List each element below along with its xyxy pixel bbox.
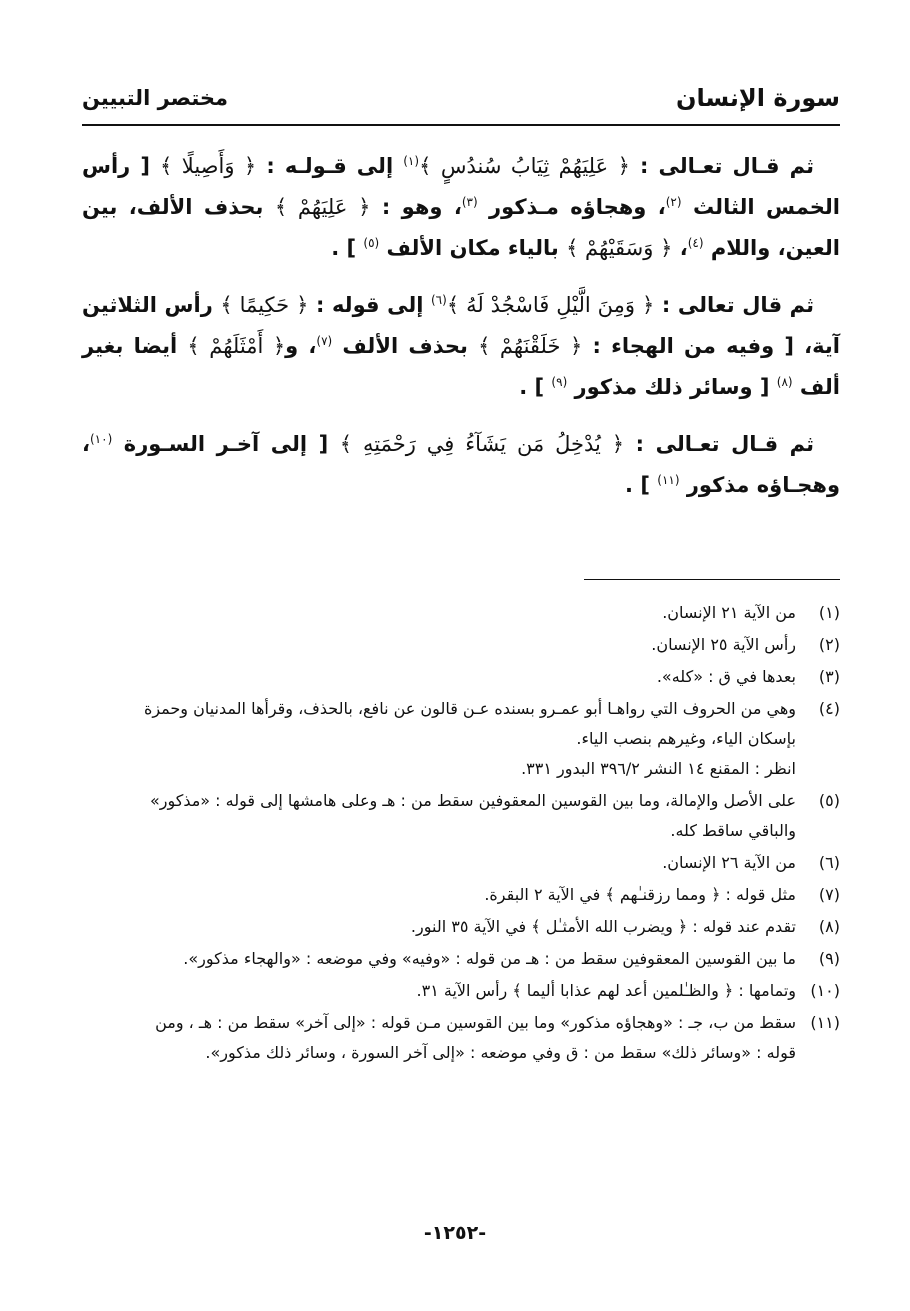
footnote-number: (٤): [818, 699, 840, 718]
footnote-ref: (٦): [430, 293, 447, 307]
footnote-number: (١١): [810, 1013, 840, 1032]
text: ، وهجاؤه مـذكور: [477, 195, 666, 219]
footnote-number: (١): [818, 603, 840, 622]
quran-quote: ﴿ وَأَصِيلًا ﴾: [160, 154, 257, 178]
footnote-text: [82, 976, 796, 1006]
text: ثم قـال تعـالى :: [624, 432, 815, 456]
paragraph-1: [82, 146, 840, 269]
footnote-text: [82, 848, 796, 878]
footnote-line: ما بين القوسين المعقوفين سقط من : هـ من قوله : «وفيه» وفي موضعه : «والهجاء مذكور».: [183, 949, 796, 968]
footnote-ref: (٩): [551, 375, 568, 389]
footnote-line: انظر : المقنع ١٤ النشر ٣٩٦/٢ البدور ٣٣١.: [521, 759, 796, 778]
footnote-ref: (١١): [657, 473, 680, 487]
footnote-ref: (٨): [776, 375, 793, 389]
footnote-line: وتمامها : ﴿ والظـٰلمين أعد لهم عذابا أليما ﴾ رأس الآية ٣١.: [416, 981, 796, 1000]
quran-quote: ﴿ وَمِنَ الَّيْلِ فَاسْجُدْ لَهُ ﴾: [446, 293, 655, 317]
running-header: [82, 78, 840, 118]
footnote-number: (٧): [818, 885, 840, 904]
text: ثم قال تعالى :: [654, 293, 815, 317]
footnote-line: وهي من الحروف التي رواهـا أبو عمـرو بسنده عـن قالون عن نافع، بالحذف، وقرأها المدنيان وحمزة: [143, 699, 796, 718]
footnote-ref: (١): [403, 154, 420, 168]
paragraph-3: [82, 424, 840, 506]
quran-quote: ﴿ خَلَقْنَهُمْ ﴾: [478, 334, 583, 358]
header-rule: [82, 124, 840, 126]
text: بحذف الألف، بين العين، واللام: [82, 195, 840, 260]
text: أيضا بغير ألف: [82, 334, 840, 399]
text: [ إلى آخـر السـورة: [112, 432, 340, 456]
footnote-line: سقط من ب، جـ : «وهجاؤه مذكور» وما بين القوسين مـن قوله : «إلى آخر» سقط من : هـ ، ومن: [155, 1013, 796, 1032]
footnote-text: [82, 912, 796, 942]
footnote: [82, 630, 840, 660]
footnote-text: [82, 944, 796, 974]
footnote-line: من الآية ٢٦ الإنسان.: [662, 853, 796, 872]
footnote-ref: (٢): [665, 195, 682, 209]
footnote-number: (٥): [818, 791, 840, 810]
footnote-ref: (٤): [687, 236, 704, 250]
footnote-text: [82, 694, 796, 784]
footnote-text: [82, 598, 796, 628]
footnote-number: (٢): [818, 635, 840, 654]
footnote: [82, 1008, 840, 1068]
text: ] .: [519, 375, 552, 399]
quran-quote: ﴿ عَلِيَهُمْ ثِيَابُ سُندُسٍ ﴾: [419, 154, 630, 178]
text: ، وهجـاؤه مذكور: [82, 432, 840, 497]
footnote-line: قوله : «وسائر ذلك» سقط من : ق وفي موضعه : «إلى آخر السورة ، وسائر ذلك مذكور».: [205, 1043, 796, 1062]
text: ، و: [285, 334, 317, 358]
footnote-line: رأس الآية ٢٥ الإنسان.: [651, 635, 796, 654]
text: إلى قـولـه :: [256, 154, 404, 178]
text: ،: [672, 236, 688, 260]
footnote: [82, 662, 840, 692]
text: [ وسائر ذلك مذكور: [567, 375, 777, 399]
footnote: [82, 786, 840, 846]
footnote-number: (٣): [818, 667, 840, 686]
footnote: [82, 912, 840, 942]
footnote-text: [82, 662, 796, 692]
footnote: [82, 880, 840, 910]
quran-quote: ﴿ أَمْثَلَهُمْ ﴾: [187, 334, 286, 358]
text: ثم قـال تعـالى :: [629, 154, 814, 178]
footnote: [82, 944, 840, 974]
footnote-number: (٨): [818, 917, 840, 936]
quran-quote: ﴿ عَلِيَهُمْ ﴾: [274, 195, 371, 219]
footnote-line: من الآية ٢١ الإنسان.: [662, 603, 796, 622]
footnote-ref: (٥): [363, 236, 380, 250]
text: رأس الثلاثين آية، [ وفيه من الهجاء :: [82, 293, 840, 358]
footnote-line: تقدم عند قوله : ﴿ ويضرب الله الأمثـٰل ﴾ في الآية ٣٥ النور.: [410, 917, 796, 936]
quran-quote: ﴿ وَسَقَيْهُمْ ﴾: [566, 236, 673, 260]
footnote-ref: (٣): [461, 195, 478, 209]
footnote-text: [82, 1008, 796, 1068]
footnote-line: والباقي ساقط كله.: [670, 821, 796, 840]
footnote: [82, 694, 840, 784]
footnote-ref: (١٠): [89, 432, 113, 446]
main-text: [82, 146, 840, 522]
quran-quote: ﴿ حَكِيمًا ﴾: [220, 293, 309, 317]
footnote-line: مثل قوله : ﴿ ومما رزقنـٰهم ﴾ في الآية ٢ البقرة.: [484, 885, 796, 904]
page-number: -١٢٥٢-: [423, 1222, 487, 1244]
footnote-separator: [584, 579, 840, 580]
book-title: مختصر التبيين: [82, 86, 229, 110]
text: بالياء مكان الألف: [379, 236, 567, 260]
quran-quote: ﴿ يُدْخِلُ مَن يَشَآءُ فِي رَحْمَتِهِ ﴾: [339, 432, 625, 456]
footnote-line: على الأصل والإمالة، وما بين القوسين المعقوفين سقط من : هـ وعلى هامشها إلى قوله : «مذكور»: [149, 791, 796, 810]
footnote-text: [82, 786, 796, 846]
text: بحذف الألف: [332, 334, 479, 358]
footnote-text: [82, 880, 796, 910]
paragraph-2: [82, 285, 840, 408]
text: ] .: [331, 236, 364, 260]
footnote-number: (١٠): [810, 981, 840, 1000]
footnote: [82, 976, 840, 1006]
footnote-line: بإسكان الياء، وغيرهم بنصب الياء.: [576, 729, 796, 748]
text: إلى قوله :: [308, 293, 431, 317]
text: [ رأس الخمس الثالث: [82, 154, 840, 219]
footnote: [82, 848, 840, 878]
footnote-ref: (٧): [316, 334, 333, 348]
text: ، وهو :: [370, 195, 462, 219]
surah-title: سورة الإنسان: [675, 84, 840, 112]
footnotes: [82, 598, 840, 1070]
footnote-number: (٩): [818, 949, 840, 968]
footnote-line: بعدها في ق : «كله».: [656, 667, 796, 686]
text: ] .: [625, 473, 658, 497]
footnote-number: (٦): [818, 853, 840, 872]
footnote: [82, 598, 840, 628]
footnote-text: [82, 630, 796, 660]
